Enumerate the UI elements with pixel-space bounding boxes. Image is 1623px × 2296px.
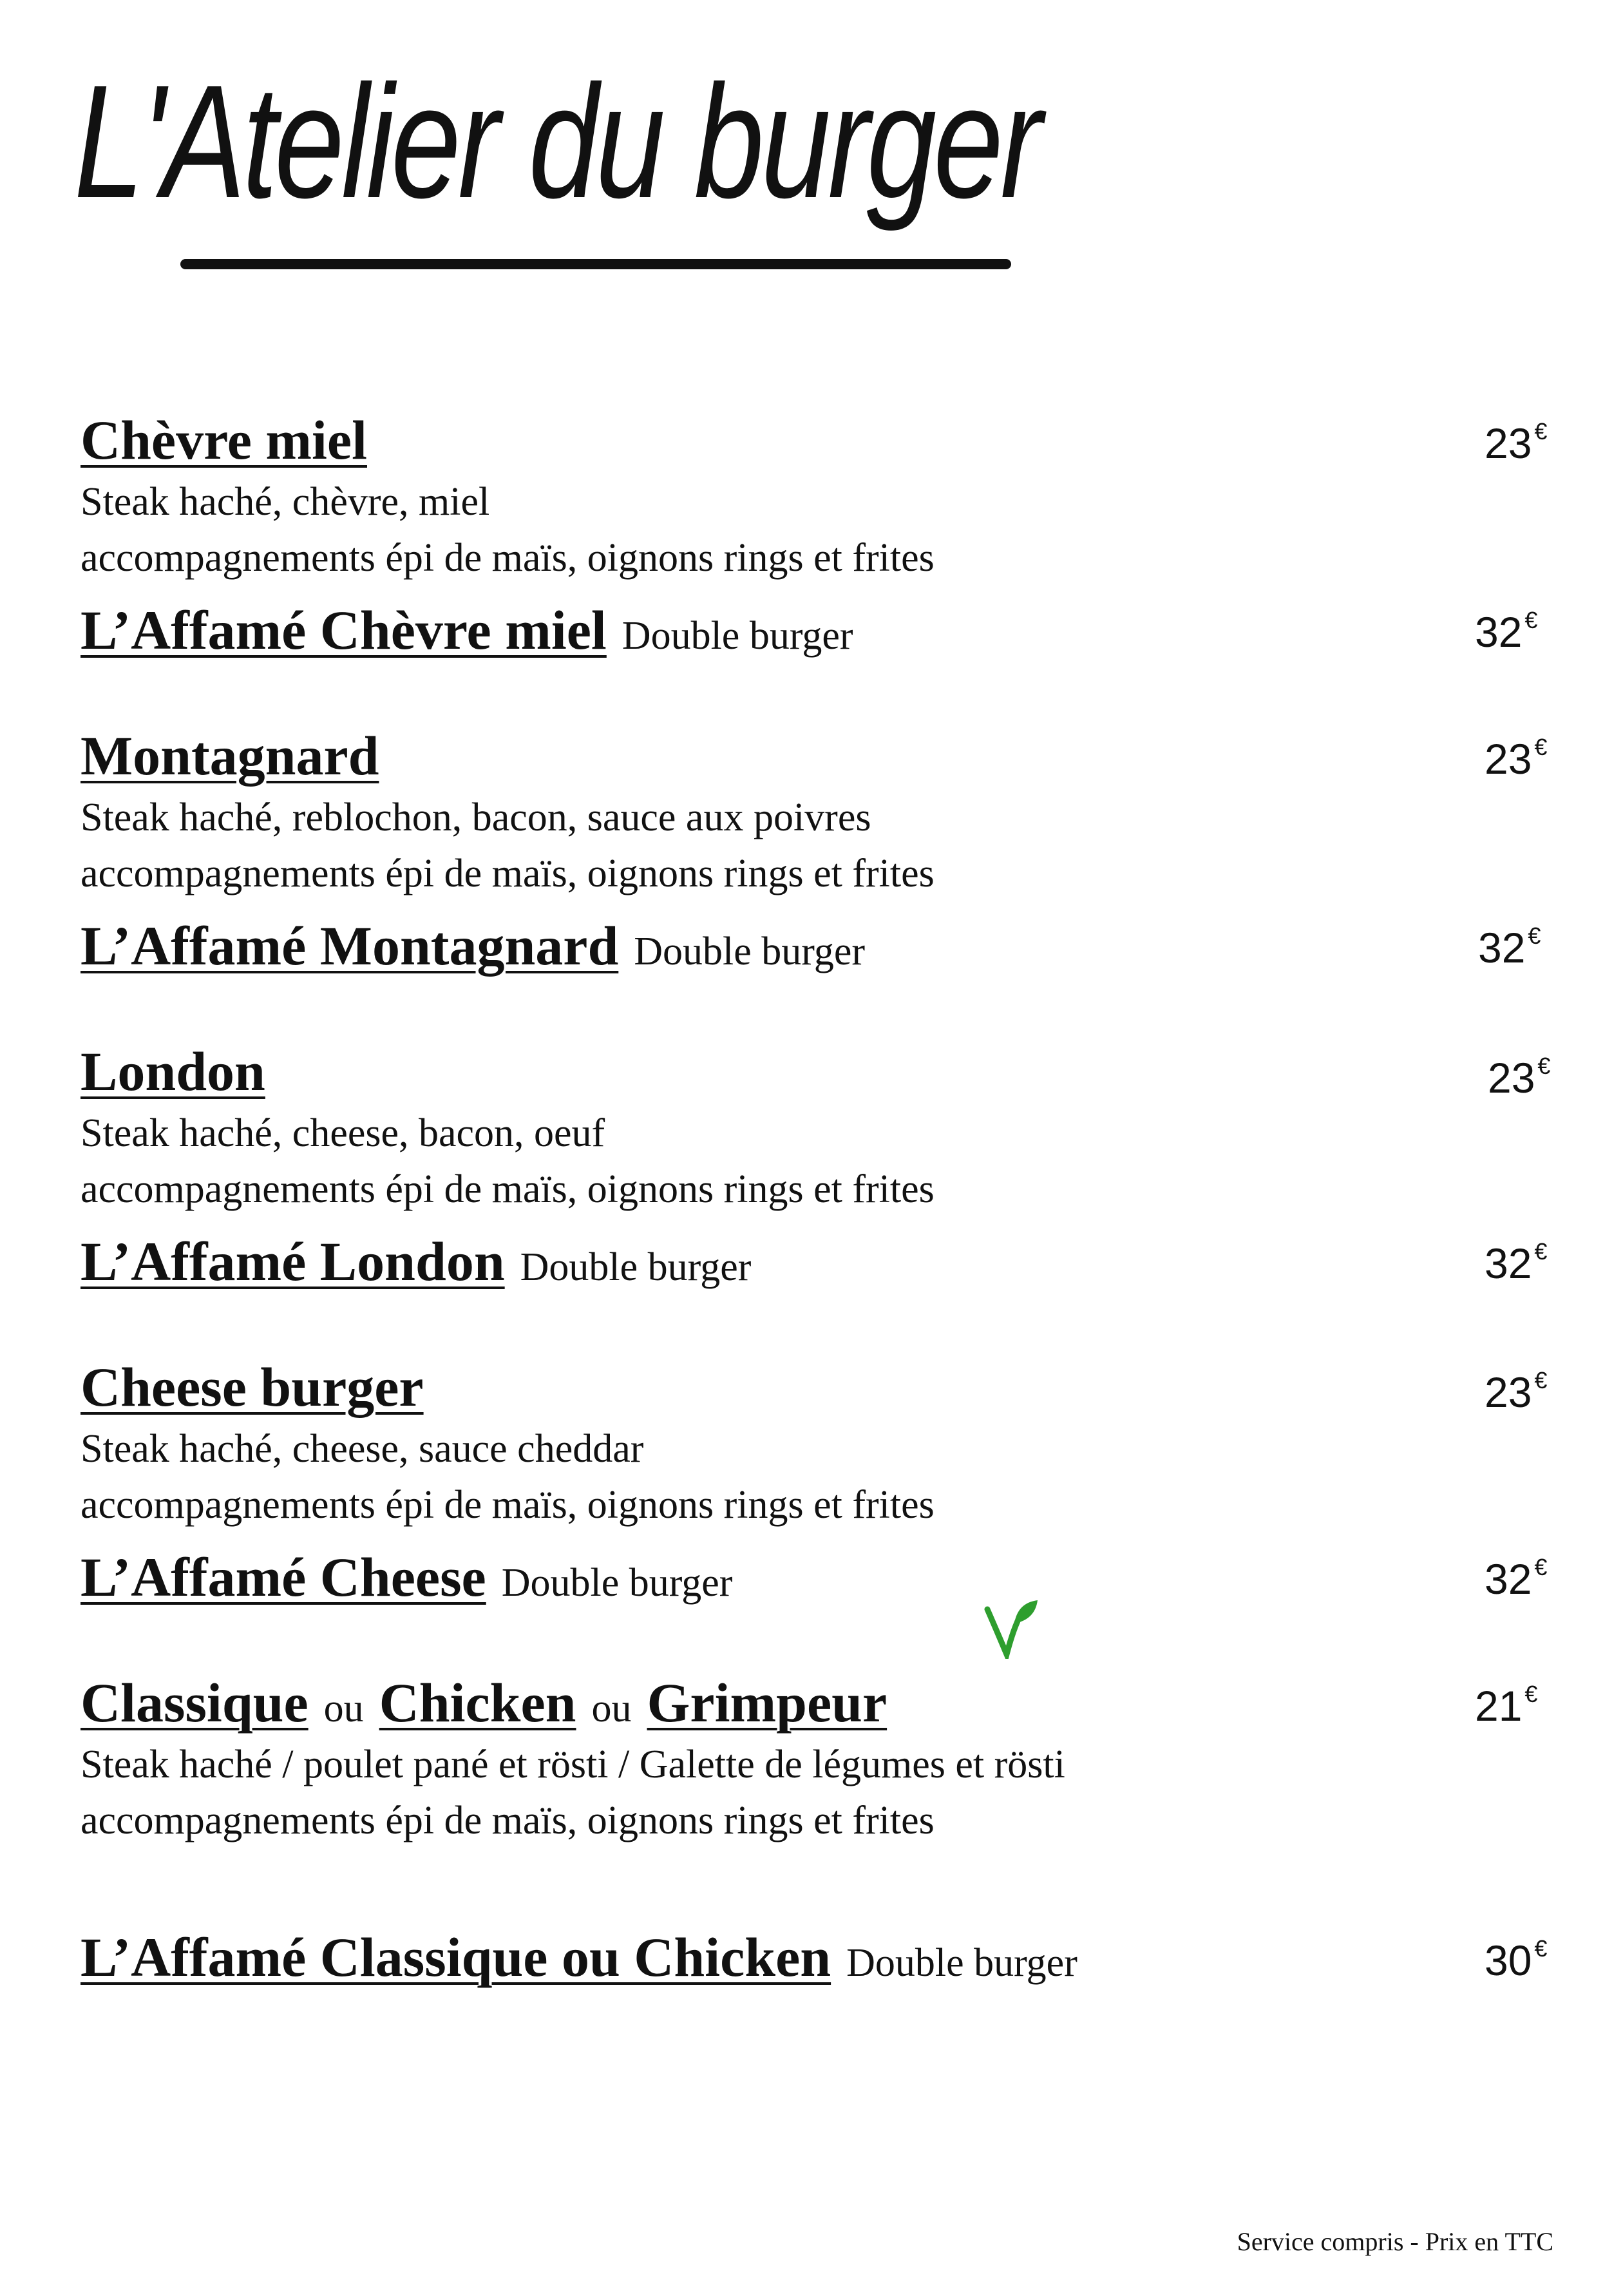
affame-price: 32 € — [1485, 1554, 1548, 1603]
title-underline — [180, 259, 1011, 269]
page-title: L'Atelier du burger — [74, 52, 1039, 231]
menu-item-sides: accompagnements épi de maïs, oignons rings et frites — [81, 1483, 935, 1527]
combo-affame-variant: L’Affamé Classique ou Chicken Double burger — [81, 1926, 1077, 1988]
menu-item-price: 23 € — [1488, 1053, 1551, 1102]
footer-note: Service compris - Prix en TTC — [1237, 2227, 1553, 2256]
menu-item-description: Steak haché, cheese, sauce cheddar — [81, 1427, 644, 1471]
vegetarian-leaf-icon — [982, 1598, 1040, 1659]
combo-price: 21 € — [1475, 1681, 1538, 1730]
affame-variant: L’Affamé Montagnard Double burger — [81, 915, 865, 977]
combo-names: Classique ou Chicken ou Grimpeur — [81, 1672, 887, 1734]
combo-description: Steak haché / poulet pané et rösti / Galette de légumes et rösti — [81, 1743, 1065, 1786]
menu-item-description: Steak haché, cheese, bacon, oeuf — [81, 1111, 605, 1155]
menu-item-name: Chèvre miel — [81, 409, 367, 471]
menu-item-sides: accompagnements épi de maïs, oignons rings et frites — [81, 852, 935, 895]
menu-item-sides: accompagnements épi de maïs, oignons rings et frites — [81, 536, 935, 580]
affame-variant: L’Affamé London Double burger — [81, 1230, 752, 1292]
affame-price: 32 € — [1475, 607, 1538, 656]
menu-item-name: London — [81, 1040, 265, 1102]
menu-item-description: Steak haché, chèvre, miel — [81, 480, 490, 524]
combo-affame-price: 30 € — [1485, 1935, 1548, 1984]
menu-item-price: 23 € — [1485, 734, 1548, 783]
menu-item-name: Cheese burger — [81, 1356, 424, 1418]
affame-variant: L’Affamé Chèvre miel Double burger — [81, 599, 853, 661]
menu-item-sides: accompagnements épi de maïs, oignons rings et frites — [81, 1167, 935, 1211]
menu-item-price: 23 € — [1485, 1367, 1548, 1416]
affame-price: 32 € — [1478, 923, 1541, 971]
affame-variant: L’Affamé Cheese Double burger — [81, 1546, 733, 1608]
menu-item-price: 23 € — [1485, 418, 1548, 467]
affame-price: 32 € — [1485, 1238, 1548, 1287]
combo-sides: accompagnements épi de maïs, oignons rings et frites — [81, 1799, 935, 1842]
menu-item-name: Montagnard — [81, 725, 379, 787]
menu-item-description: Steak haché, reblochon, bacon, sauce aux poivres — [81, 796, 871, 839]
